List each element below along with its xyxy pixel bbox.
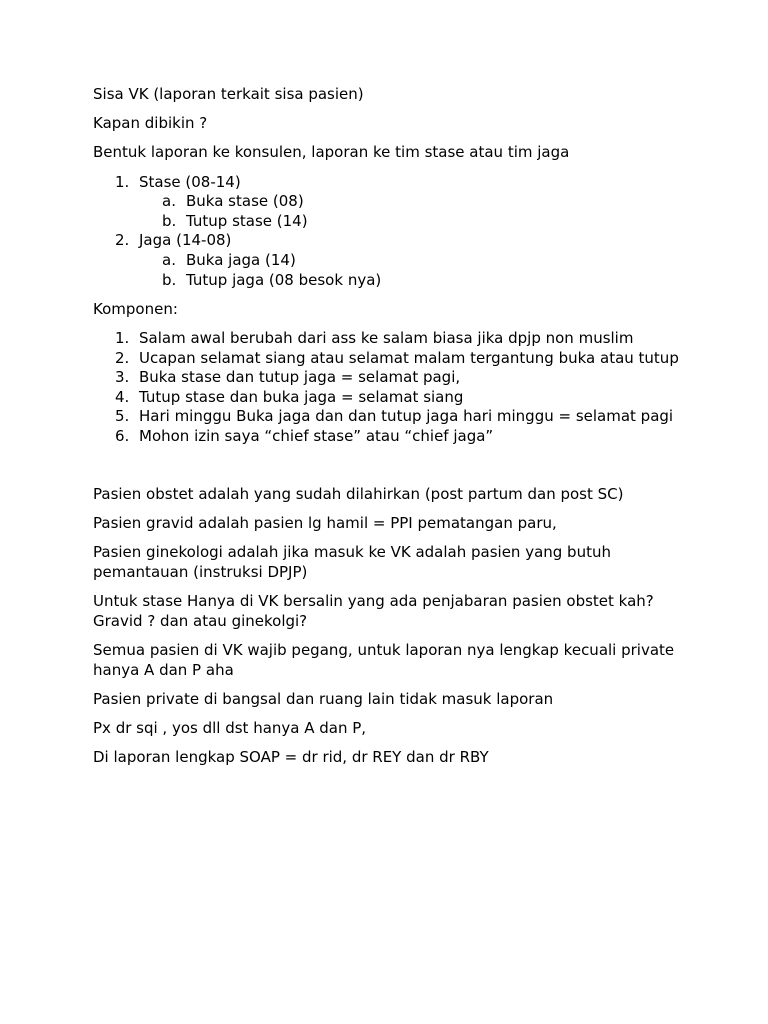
question-line: Kapan dibikin ?	[93, 114, 208, 133]
sub-item-text: Buka stase (08)	[186, 192, 304, 211]
paragraph: Di laporan lengkap SOAP = dr rid, dr REY dan dr RBY	[93, 748, 489, 767]
schedule-label: Jaga (14-08)	[139, 231, 232, 250]
component-item	[93, 427, 693, 447]
document-body	[93, 85, 693, 777]
list-letter: a.	[162, 250, 176, 269]
component-text: Tutup stase dan buka jaga = selamat siang	[139, 387, 464, 406]
list-letter: b.	[162, 211, 177, 230]
component-item	[93, 388, 693, 408]
component-text: Salam awal berubah dari ass ke salam biasa jika dpjp non muslim	[139, 328, 634, 347]
list-number: 6.	[115, 426, 130, 445]
list-number: 5.	[115, 407, 130, 426]
list-letter: a.	[162, 192, 176, 211]
component-item	[93, 407, 693, 427]
paragraph: Pasien gravid adalah pasien lg hamil = PPI pematangan paru,	[93, 514, 557, 533]
component-text: Buka stase dan tutup jaga = selamat pagi,	[139, 368, 461, 387]
sub-item	[139, 212, 693, 232]
schedule-item	[93, 231, 693, 290]
list-number: 4.	[115, 387, 130, 406]
paragraph: Px dr sqi , yos dll dst hanya A dan P,	[93, 718, 367, 737]
component-text: Mohon izin saya “chief stase” atau “chief jaga”	[139, 426, 494, 445]
list-letter: b.	[162, 270, 177, 289]
list-number: 1.	[115, 328, 130, 347]
schedule-item	[93, 173, 693, 232]
component-text: Ucapan selamat siang atau selamat malam tergantung buka atau tutup	[139, 348, 679, 367]
sub-list	[139, 251, 693, 290]
sub-item	[139, 192, 693, 212]
list-number: 2.	[115, 348, 130, 367]
component-text: Hari minggu Buka jaga dan dan tutup jaga hari minggu = selamat pagi	[139, 407, 674, 426]
paragraph: Semua pasien di VK wajib pegang, untuk laporan nya lengkap kecuali private hanya A dan P aha	[93, 641, 675, 679]
blank-line	[93, 456, 693, 485]
sub-item	[139, 251, 693, 271]
list-number: 2.	[115, 231, 130, 250]
paragraph: Pasien private di bangsal dan ruang lain tidak masuk laporan	[93, 689, 554, 708]
schedule-list	[93, 173, 693, 291]
sub-item	[139, 271, 693, 291]
component-item	[93, 349, 693, 369]
list-number: 1.	[115, 172, 130, 191]
sub-item-text: Tutup stase (14)	[186, 211, 308, 230]
component-item	[93, 329, 693, 349]
paragraph: Pasien obstet adalah yang sudah dilahirkan (post partum dan post SC)	[93, 485, 624, 504]
schedule-label: Stase (08-14)	[139, 172, 241, 191]
components-list	[93, 329, 693, 447]
component-item	[93, 368, 693, 388]
sub-list	[139, 192, 693, 231]
document-title: Sisa VK (laporan terkait sisa pasien)	[93, 85, 364, 103]
paragraph: Untuk stase Hanya di VK bersalin yang ada penjabaran pasien obstet kah? Gravid ? dan atau ginekolgi?	[93, 592, 654, 630]
intro-line: Bentuk laporan ke konsulen, laporan ke tim stase atau tim jaga	[93, 143, 570, 162]
components-heading: Komponen:	[93, 299, 178, 318]
list-number: 3.	[115, 368, 130, 387]
paragraph: Pasien ginekologi adalah jika masuk ke VK adalah pasien yang butuh pemantauan (instruksi DPJP)	[93, 543, 611, 582]
sub-item-text: Tutup jaga (08 besok nya)	[186, 270, 382, 289]
sub-item-text: Buka jaga (14)	[186, 250, 296, 269]
